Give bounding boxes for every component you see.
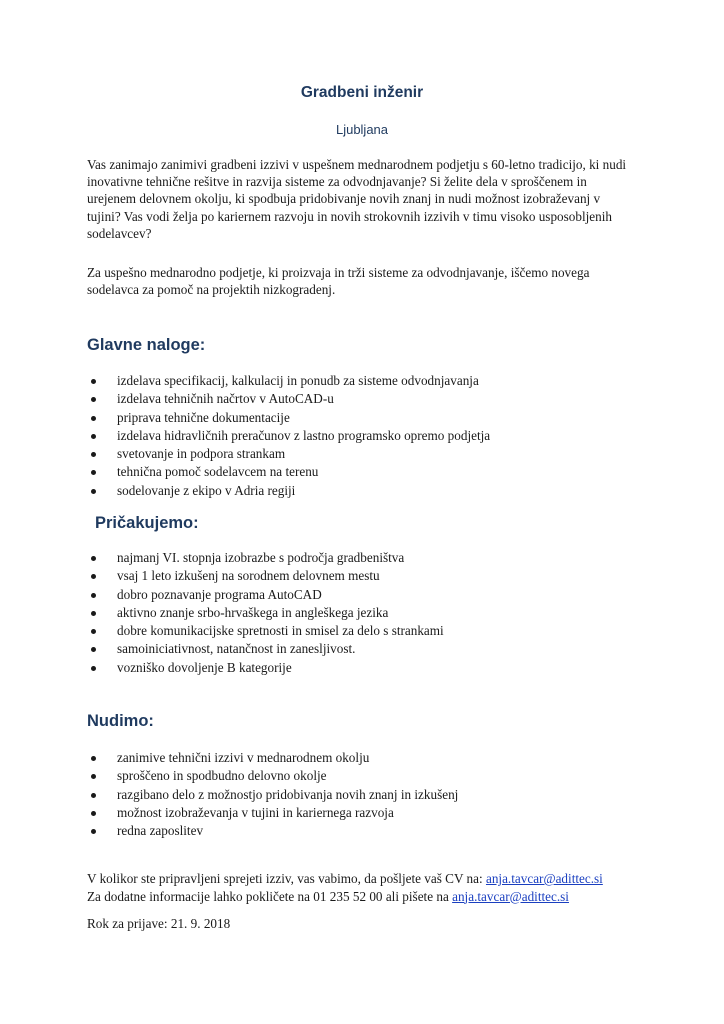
list-item: sproščeno in spodbudno delovno okolje (88, 767, 458, 785)
list-item: tehnična pomoč sodelavcem na terenu (88, 463, 490, 481)
bullet-icon (91, 611, 96, 616)
list-item: razgibano delo z možnostjo pridobivanja novih znanj in izkušenj (88, 786, 458, 804)
list-item: izdelava hidravličnih preračunov z lastno programsko opremo podjetja (88, 427, 490, 445)
bullet-icon (91, 829, 96, 834)
intro-paragraph: Vas zanimajo zanimivi gradbeni izzivi v uspešnem mednarodnem podjetju s 60-letno tradicijo, ki nudi inovativne tehnične rešitve in razvija sisteme za odvodnjavanje? Si želite dela v sproščenem in urejenem delovnem okolju, ki spodbuja pridobivanje novih znanj in nudi možnost izobraževanj v tujini? Vas vodi želja po kariernem razvoju in novih strokovnih izzivih v timu visoko usposobljenih sodelavcev? (87, 157, 627, 241)
offer-list (88, 749, 458, 840)
bullet-icon (91, 629, 96, 634)
bullet-icon (91, 593, 96, 598)
application-deadline: Rok za prijave: 21. 9. 2018 (87, 916, 231, 931)
list-item: dobro poznavanje programa AutoCAD (88, 586, 444, 604)
list-item: redna zaposlitev (88, 822, 458, 840)
contact-line-cv: V kolikor ste pripravljeni sprejeti izziv, vas vabimo, da pošljete vaš CV na: anja.tavcar@adittec.si (87, 871, 603, 886)
list-item: svetovanje in podpora strankam (88, 445, 490, 463)
offer-heading: Nudimo: (87, 712, 154, 730)
list-item: izdelava specifikacij, kalkulacij in ponudb za sisteme odvodnjavanja (88, 372, 490, 390)
list-item: vozniško dovoljenje B kategorije (88, 659, 444, 677)
bullet-icon (91, 811, 96, 816)
bullet-icon (91, 556, 96, 561)
bullet-icon (91, 756, 96, 761)
bullet-icon (91, 434, 96, 439)
bullet-icon (91, 379, 96, 384)
list-item: priprava tehnične dokumentacije (88, 409, 490, 427)
email-link-info[interactable]: anja.tavcar@adittec.si (452, 888, 569, 904)
list-item: izdelava tehničnih načrtov v AutoCAD-u (88, 390, 490, 408)
expectations-list (88, 549, 444, 677)
contact-line-info: Za dodatne informacije lahko pokličete na 01 235 52 00 ali pišete na anja.tavcar@adittec.si (87, 888, 569, 904)
expectations-heading: Pričakujemo: (95, 514, 199, 532)
list-item: zanimive tehnični izzivi v mednarodnem okolju (88, 749, 458, 767)
bullet-icon (91, 793, 96, 798)
bullet-icon (91, 416, 96, 421)
bullet-icon (91, 397, 96, 402)
list-item: dobre komunikacijske spretnosti in smisel za delo s strankami (88, 622, 444, 640)
bullet-icon (91, 574, 96, 579)
list-item: vsaj 1 leto izkušenj na sorodnem delovnem mestu (88, 567, 444, 585)
page-title: Gradbeni inženir (300, 84, 424, 101)
list-item: možnost izobraževanja v tujini in kariernega razvoja (88, 804, 458, 822)
bullet-icon (91, 470, 96, 475)
bullet-icon (91, 774, 96, 779)
company-paragraph: Za uspešno mednarodno podjetje, ki proizvaja in trži sisteme za odvodnjavanje, iščemo novega sodelavca za pomoč na projektih nizkogradenj. (87, 265, 590, 298)
bullet-icon (91, 647, 96, 652)
list-item: najmanj VI. stopnja izobrazbe s področja gradbeništva (88, 549, 444, 567)
email-link-cv[interactable]: anja.tavcar@adittec.si (485, 871, 603, 886)
tasks-list (88, 372, 490, 500)
contact-block (87, 870, 603, 905)
list-item: sodelovanje z ekipo v Adria regiji (88, 482, 490, 500)
list-item: samoiniciativnost, natančnost in zanesljivost. (88, 640, 444, 658)
list-item: aktivno znanje srbo-hrvaškega in angleškega jezika (88, 604, 444, 622)
bullet-icon (91, 489, 96, 494)
bullet-icon (91, 666, 96, 671)
tasks-heading: Glavne naloge: (87, 336, 206, 354)
bullet-icon (91, 452, 96, 457)
job-location: Ljubljana (335, 122, 389, 137)
